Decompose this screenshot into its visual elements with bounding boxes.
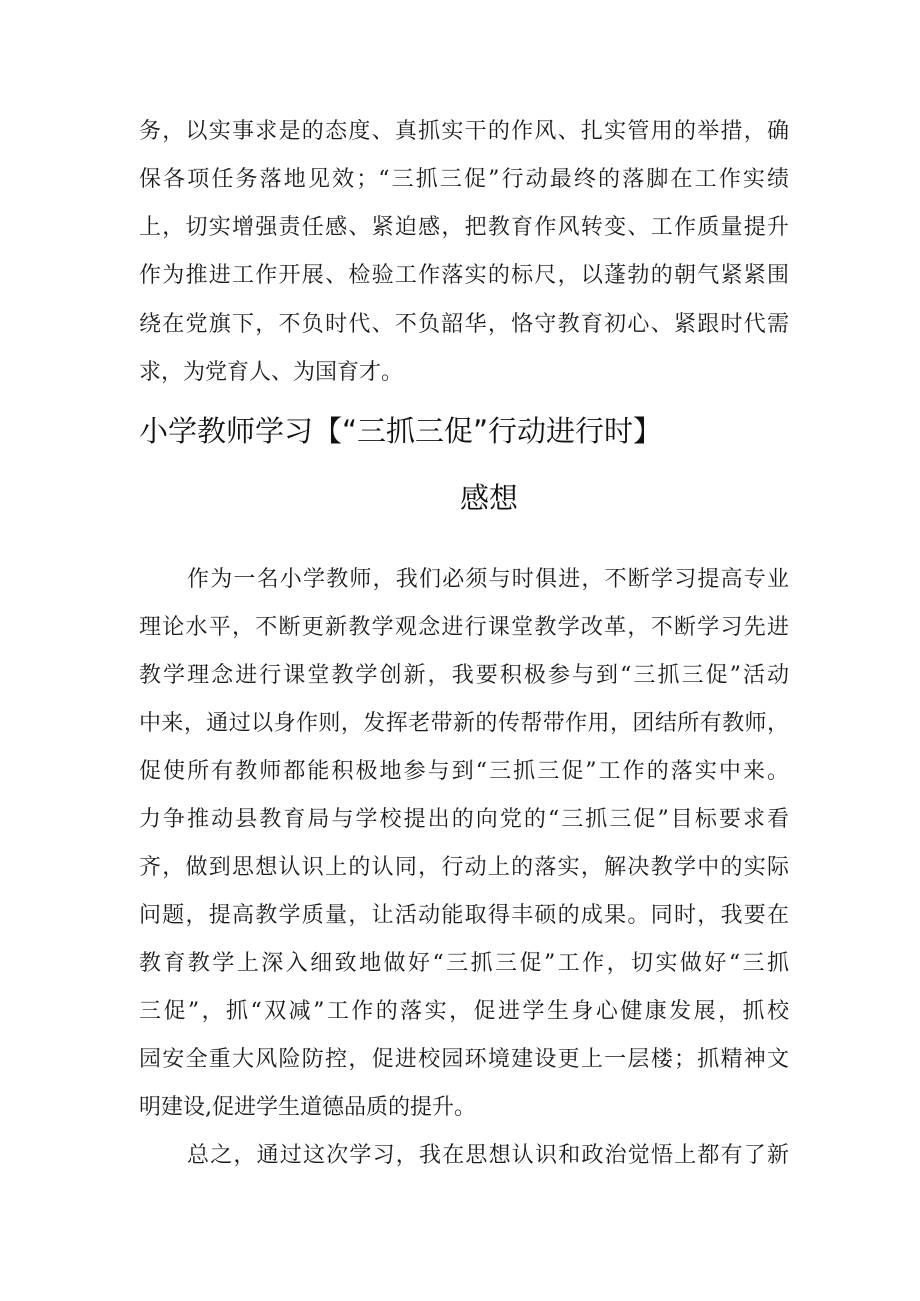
text-line: 务，以实事求是的态度、真抓实干的作风、扎实管用的举措，确 <box>139 119 789 144</box>
text-line: 作为一名小学教师，我们必须与时俱进，不断学习提高专业 <box>187 567 789 592</box>
text-line: 上，切实增强责任感、紧迫感，把教育作风转变、工作质量提升 <box>139 215 789 240</box>
section-title-line1: 小学教师学习【“三抓三促”行动进行时】 <box>139 414 663 448</box>
text-line: 齐，做到思想认识上的认同，行动上的落实，解决教学中的实际 <box>139 855 789 880</box>
text-line: 力争推动县教育局与学校提出的向党的“三抓三促”目标要求看 <box>139 807 789 832</box>
text-line: 教育教学上深入细致地做好“三抓三促”工作，切实做好“三抓 <box>139 951 789 976</box>
text-line: 教学理念进行课堂教学创新，我要积极参与到“三抓三促”活动 <box>139 663 789 688</box>
text-line: 绕在党旗下，不负时代、不负韶华，恪守教育初心、紧跟时代需 <box>139 312 789 337</box>
text-line: 理论水平，不断更新教学观念进行课堂教学改革，不断学习先进 <box>139 615 789 640</box>
text-line: 问题，提高教学质量，让活动能取得丰硕的成果。同时，我要在 <box>139 903 789 928</box>
text-line: 促使所有教师都能积极地参与到“三抓三促”工作的落实中来。 <box>139 759 789 784</box>
text-line: 中来，通过以身作则，发挥老带新的传帮带作用，团结所有教师， <box>139 711 789 736</box>
section-title-line2: 感想 <box>459 481 518 515</box>
text-line: 求，为党育人、为国育才。 <box>139 360 404 385</box>
text-line: 明建设,促进学生道德品质的提升。 <box>139 1095 476 1120</box>
text-line: 作为推进工作开展、检验工作落实的标尺，以蓬勃的朝气紧紧围 <box>139 263 789 288</box>
text-line: 保各项任务落地见效；“三抓三促”行动最终的落脚在工作实绩 <box>139 167 789 192</box>
text-line: 三促”，抓“双减”工作的落实，促进学生身心健康发展，抓校 <box>139 999 789 1024</box>
text-line: 总之，通过这次学习，我在思想认识和政治觉悟上都有了新 <box>187 1143 789 1168</box>
text-line: 园安全重大风险防控，促进校园环境建设更上一层楼；抓精神文 <box>139 1047 789 1072</box>
